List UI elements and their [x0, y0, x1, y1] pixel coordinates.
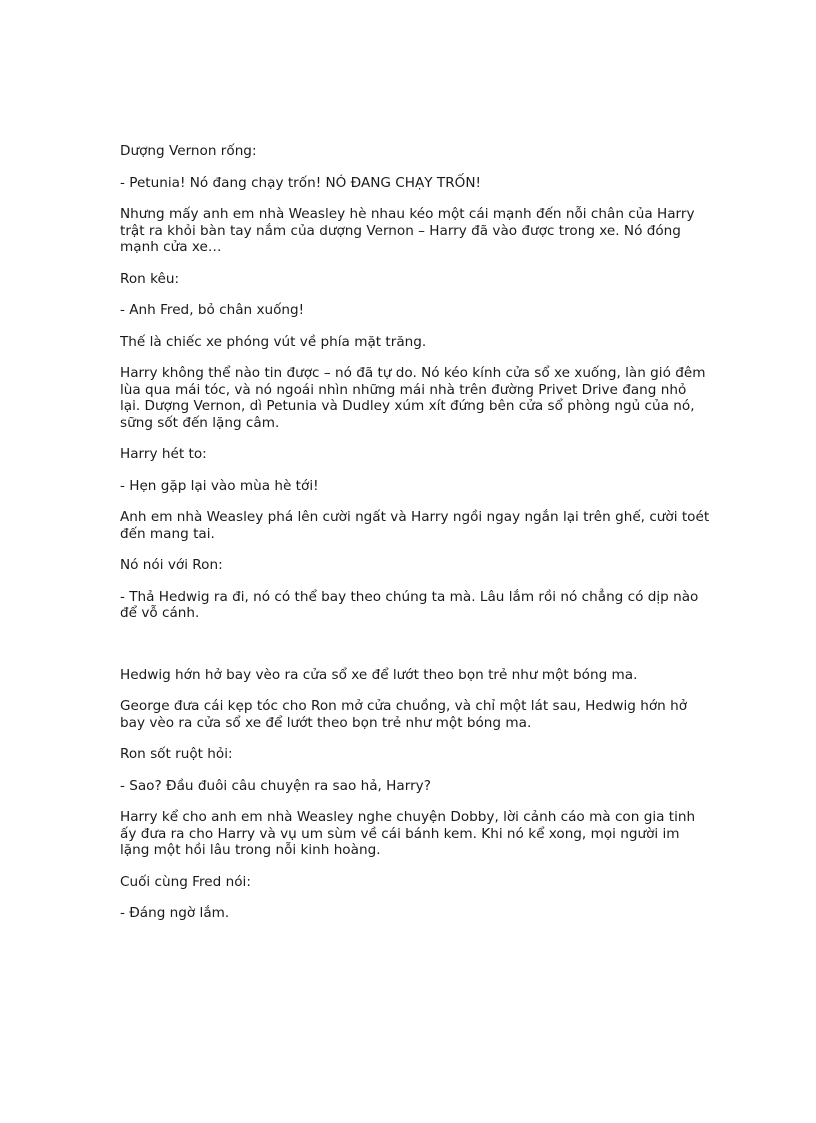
paragraph-3: Nhưng mấy anh em nhà Weasley hè nhau kéo một cái mạnh đến nỗi chân của Harry trật ra khỏi bàn tay nắm của dượng Vernon – Harry đã vào được trong xe. Nó đóng mạnh cửa xe… — [120, 206, 695, 255]
paragraph-6: Thế là chiếc xe phóng vút về phía mặt trăng. — [120, 333, 427, 350]
paragraph-8: Harry hét to: — [120, 446, 207, 462]
document-page — [120, 143, 710, 937]
paragraph-19: - Đáng ngờ lắm. — [120, 905, 230, 921]
paragraph-14: George đưa cái kẹp tóc cho Ron mở cửa chuồng, và chỉ một lát sau, Hedwig hớn hở bay vèo ra cửa sổ xe để lướt theo bọn trẻ như một bóng ma. — [120, 698, 688, 731]
paragraph-7: Harry không thể nào tin được – nó đã tự do. Nó kéo kính cửa sổ xe xuống, làn gió đêm lùa qua mái tóc, và nó ngoái nhìn những mái nhà trên đường Privet Drive đang nhỏ lại. Dượng Vernon, dì Petunia và Dudley xúm xít đứng bên cửa sổ phòng ngủ của nó, sững sốt đến lặng câm. — [120, 365, 706, 431]
paragraph-18: Cuối cùng Fred nói: — [120, 873, 251, 890]
paragraph-5: - Anh Fred, bỏ chân xuống! — [120, 302, 305, 318]
paragraph-11: Nó nói với Ron: — [120, 557, 223, 573]
paragraph-13: Hedwig hớn hở bay vèo ra cửa sổ xe để lướt theo bọn trẻ như một bóng ma. — [120, 666, 638, 683]
paragraph-9: - Hẹn gặp lại vào mùa hè tới! — [120, 477, 319, 494]
paragraph-1: Dượng Vernon rống: — [120, 143, 257, 159]
paragraph-16: - Sao? Đầu đuôi câu chuyện ra sao hả, Harry? — [120, 777, 431, 794]
paragraph-15: Ron sốt ruột hỏi: — [120, 746, 233, 762]
paragraph-2: - Petunia! Nó đang chạy trốn! NÓ ĐANG CHẠY TRỐN! — [120, 174, 481, 191]
paragraph-10: Anh em nhà Weasley phá lên cười ngất và Harry ngồi ngay ngắn lại trên ghế, cười toét đến mang tai. — [120, 509, 710, 542]
paragraph-17: Harry kể cho anh em nhà Weasley nghe chuyện Dobby, lời cảnh cáo mà con gia tinh ấy đưa ra cho Harry và vụ um sùm về cái bánh kem. Khi nó kể xong, mọi người im lặng một hồi lâu trong nỗi kinh hoàng. — [120, 809, 696, 858]
paragraph-4: Ron kêu: — [120, 270, 180, 287]
paragraph-12: - Thả Hedwig ra đi, nó có thể bay theo chúng ta mà. Lâu lắm rồi nó chẳng có dịp nào để vỗ cánh. — [120, 588, 699, 621]
